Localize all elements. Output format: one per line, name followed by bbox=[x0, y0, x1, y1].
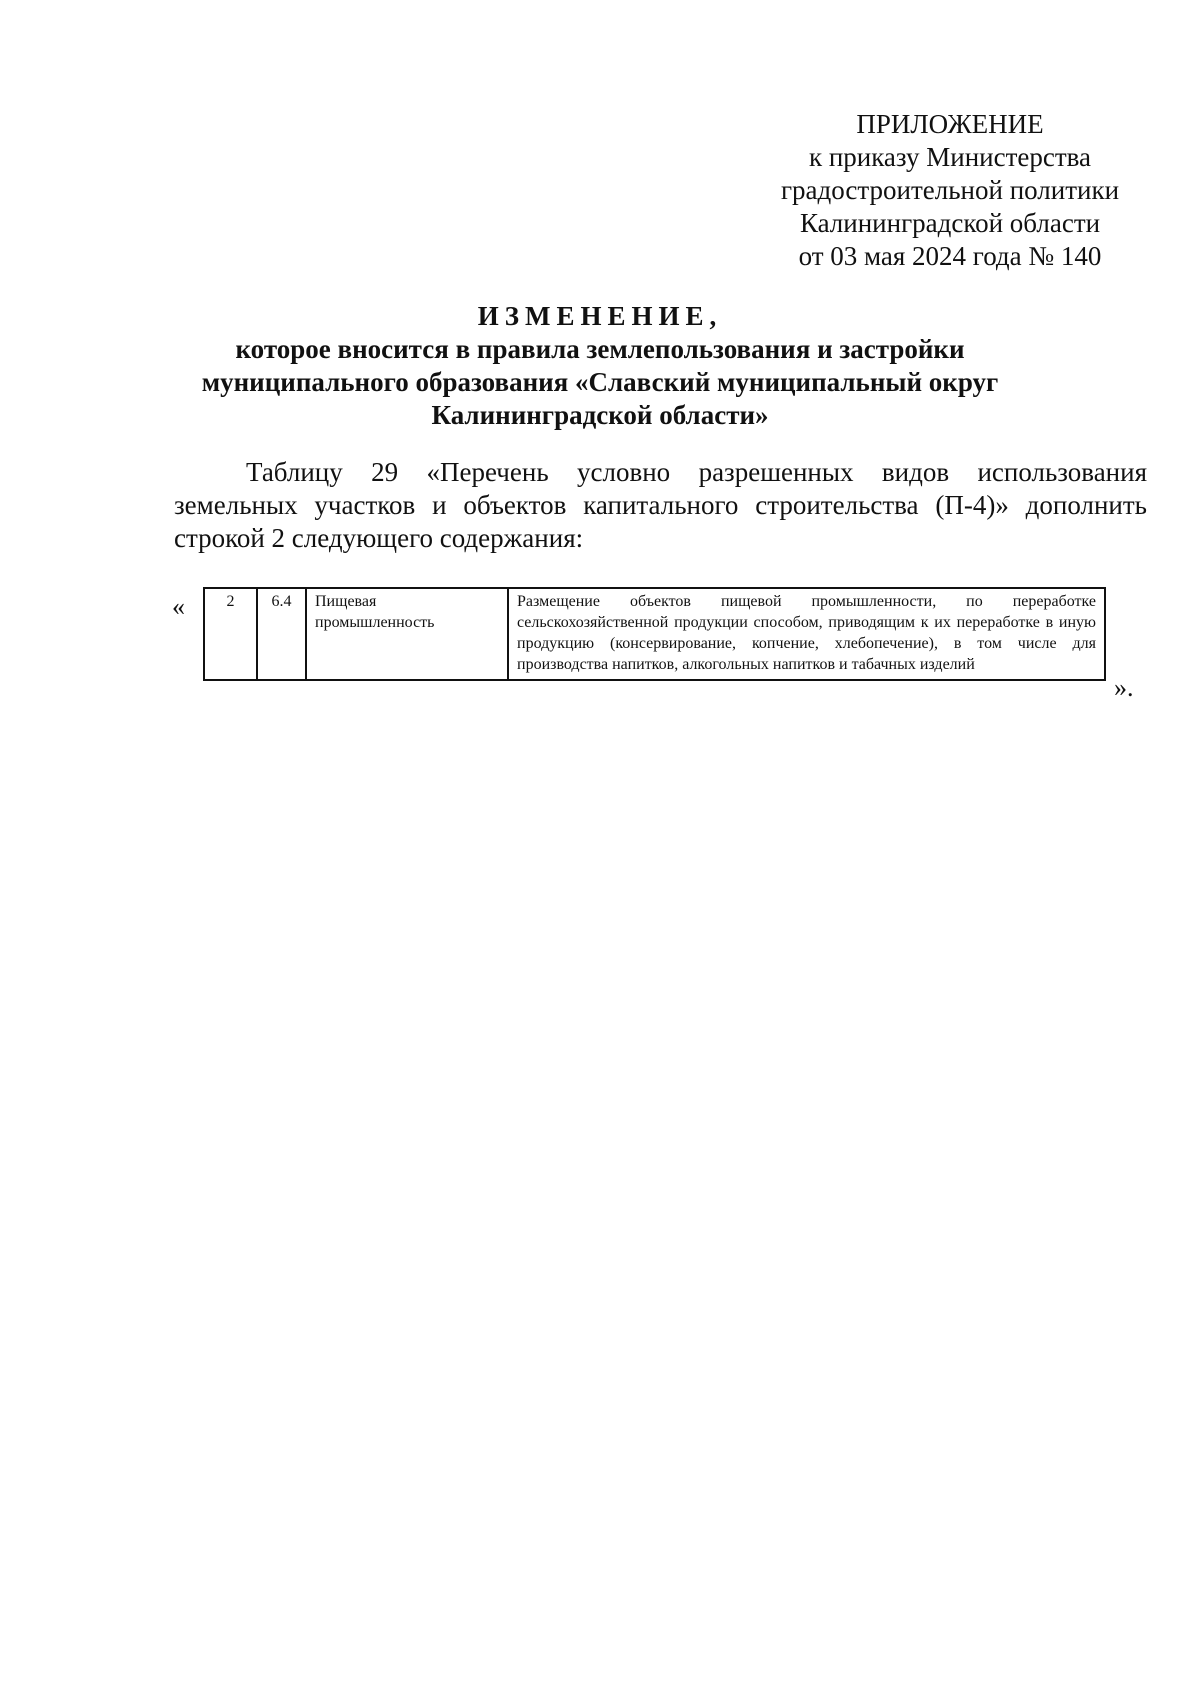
table-row bbox=[204, 588, 1105, 680]
table-open-quote: « bbox=[172, 592, 185, 621]
row-number-cell: 2 bbox=[204, 588, 257, 680]
title-line-3: муниципального образования «Славский муниципальный округ bbox=[201, 367, 999, 397]
inserted-table-row bbox=[203, 587, 1106, 681]
appendix-label: ПРИЛОЖЕНИЕ bbox=[856, 109, 1044, 139]
table-close-quote: ». bbox=[1114, 673, 1134, 702]
appendix-ministry: градостроительной политики bbox=[780, 175, 1120, 205]
body-text bbox=[174, 456, 1147, 555]
body-paragraph: Таблицу 29 «Перечень условно разрешенных видов использования земельных участков и объектов капитального строительства (П-4)» дополнить строкой 2 следующего содержания: bbox=[174, 457, 1147, 553]
appendix-header bbox=[780, 108, 1120, 273]
row-description-cell: Размещение объектов пищевой промышленности, по переработке сельскохозяйственной продукции способом, приводящим к их переработке в иную продукцию (консервирование, копчение, хлебопечение), в том числе для производства напитков, алкогольных напитков и табачных изделий bbox=[508, 588, 1105, 680]
appendix-date-number: от 03 мая 2024 года № 140 bbox=[798, 241, 1102, 271]
appendix-order-ref: к приказу Министерства bbox=[808, 142, 1092, 172]
row-name-cell: Пищевая промышленность bbox=[306, 588, 508, 680]
appendix-region: Калининградской области bbox=[799, 208, 1101, 238]
title-line-2: которое вносится в правила землепользования и застройки bbox=[235, 334, 965, 364]
title-line-4: Калининградской области» bbox=[431, 400, 769, 430]
row-code-cell: 6.4 bbox=[257, 588, 306, 680]
document-title bbox=[150, 300, 1050, 432]
title-main: ИЗМЕНЕНИЕ, bbox=[477, 301, 723, 331]
